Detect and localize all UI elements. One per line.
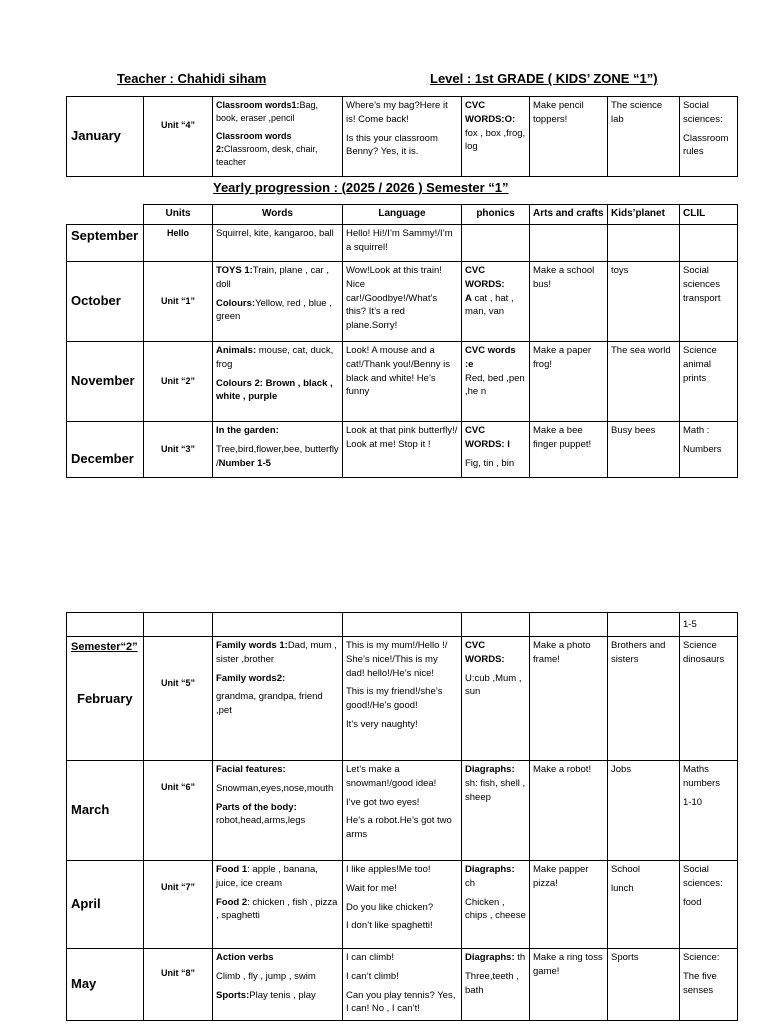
clil-text: The five senses: [683, 970, 717, 996]
col-header-words: Words: [213, 205, 343, 225]
clil-cell: Science dinosaurs: [680, 637, 738, 761]
phonics-cell: [462, 949, 530, 1021]
clil-cell: [680, 97, 738, 177]
words-label: Action verbs: [216, 952, 274, 963]
blank-cell: [343, 613, 462, 637]
words-text: Classroom, desk, chair, teacher: [216, 144, 318, 168]
arts-cell: Make pencil toppers!: [530, 97, 608, 177]
planet-cell: The sea world: [608, 342, 680, 422]
words-label: TOYS 1:: [216, 265, 253, 276]
phonics-label: CVC WORDS:O:: [465, 100, 516, 125]
clil-cell: [680, 761, 738, 861]
phonics-text: fox , box ,frog, log: [465, 127, 526, 153]
phonics-text: cat , hat , man, van: [465, 292, 514, 318]
language-cell: Look! A mouse and a cat!/Thank you!/Benny is black and white! He’s funny: [343, 342, 462, 422]
phonics-label: CVC WORDS:: [465, 640, 505, 665]
language-cell: [343, 761, 462, 861]
clil-cell: [680, 422, 738, 478]
phonics-text: Chicken , chips , cheese: [465, 896, 526, 922]
phonics-cell: [462, 97, 530, 177]
unit-label: Unit “6”: [144, 761, 213, 861]
month-february: [67, 637, 144, 761]
unit-label: Unit “7”: [144, 861, 213, 949]
words-cell: [213, 97, 343, 177]
words-label: Facial features:: [216, 764, 286, 775]
words-label: Animals:: [216, 345, 257, 356]
blank-cell: [462, 613, 530, 637]
phonics-cell: [462, 262, 530, 342]
table-row: [67, 613, 738, 637]
clil-cell: [680, 225, 738, 262]
clil-cell: Social sciences transport: [680, 262, 738, 342]
blank-cell: [530, 613, 608, 637]
arts-cell: [530, 225, 608, 262]
language-text: I can climb!: [346, 952, 395, 963]
table-row: [67, 342, 738, 422]
january-table: [66, 96, 738, 177]
blank-cell: [213, 613, 343, 637]
phonics-label: Diagraphs:: [465, 952, 515, 963]
phonics-cell: [462, 225, 530, 262]
phonics-text: Fig, tin , bin: [465, 457, 515, 469]
words-label: Sports:: [216, 989, 250, 1001]
blank-cell: [608, 613, 680, 637]
clil-cell: Science animal prints: [680, 342, 738, 422]
phonics-label: Diagraphs:: [465, 764, 515, 775]
language-text: Is this your classroom Benny? Yes, it is.: [346, 132, 438, 158]
words-text: Tree,bird,flower,bee, butterfly /: [216, 443, 339, 469]
table-row: [67, 761, 738, 861]
clil-text: Maths numbers: [683, 764, 720, 789]
words-text: : apple , banana, juice, ice cream: [216, 864, 318, 889]
unit-label: Unit “3”: [144, 422, 213, 478]
words-label: Family words2:: [216, 672, 286, 684]
words-cell: [213, 422, 343, 478]
language-cell: [343, 861, 462, 949]
table-row: [67, 262, 738, 342]
table-row: [67, 949, 738, 1021]
month-october: October: [67, 262, 144, 342]
planet-cell: toys: [608, 262, 680, 342]
words-text: Train, plane , car , doll: [216, 265, 329, 290]
planet-cell: [608, 861, 680, 949]
clil-text: Math :: [683, 425, 710, 436]
planet-cell: Busy bees: [608, 422, 680, 478]
phonics-label: CVC words :e: [465, 345, 516, 370]
clil-cell: [680, 949, 738, 1021]
planet-cell: Brothers and sisters: [608, 637, 680, 761]
clil-text: Social sciences:: [683, 864, 723, 889]
phonics-text: Red, bed ,pen ,he n: [465, 372, 525, 398]
phonics-cell: [462, 861, 530, 949]
arts-cell: Make papper pizza!: [530, 861, 608, 949]
language-cell: Hello! Hi!/I’m Sammy!/I’m a squirrel!: [343, 225, 462, 262]
language-text: I don’t like spaghetti!: [346, 920, 433, 932]
words-label: Parts of the body:: [216, 801, 297, 813]
phonics-cell: [462, 761, 530, 861]
month-may: May: [67, 949, 144, 1021]
planet-cell: The science lab: [608, 97, 680, 177]
phonics-letter: A: [465, 292, 472, 304]
planet-cell: Sports: [608, 949, 680, 1021]
unit-label: Hello: [144, 225, 213, 262]
language-cell: [343, 97, 462, 177]
month-november: November: [67, 342, 144, 422]
words-label: In the garden:: [216, 425, 279, 436]
month-january: January: [67, 97, 144, 177]
col-header-units: Units: [144, 205, 213, 225]
arts-cell: Make a photo frame!: [530, 637, 608, 761]
phonics-text: th: [514, 952, 526, 963]
planet-cell: Jobs: [608, 761, 680, 861]
clil-text: Science:: [683, 952, 720, 963]
planet-cell: [608, 225, 680, 262]
phonics-label: Diagraphs:: [465, 864, 515, 875]
language-text: Can you play tennis? Yes, I can! No , I can’t!: [346, 989, 456, 1015]
language-text: He’s a robot.He’s got two arms: [346, 815, 452, 841]
semester2-table: [66, 612, 738, 1021]
language-cell: Look at that pink butterfly!/ Look at me! Stop it !: [343, 422, 462, 478]
month-march: March: [67, 761, 144, 861]
unit-label: Unit “8”: [144, 949, 213, 1021]
phonics-cell: [462, 342, 530, 422]
words-label: Colours 2: Brown , black , white , purple: [216, 377, 333, 403]
month-december: December: [67, 422, 144, 478]
blank-cell: [144, 613, 213, 637]
semester1-table: [66, 204, 738, 478]
words-cell: [213, 761, 343, 861]
arts-cell: Make a paper frog!: [530, 342, 608, 422]
table-row: [67, 861, 738, 949]
phonics-cell: [462, 637, 530, 761]
words-text: mouse, cat, duck, frog: [216, 345, 334, 370]
arts-cell: Make a ring toss game!: [530, 949, 608, 1021]
words-label: Classroom words 2:: [216, 131, 292, 155]
phonics-label: CVC WORDS: I: [465, 425, 510, 450]
page-title: Yearly progression : (2025 / 2026 ) Semester “1”: [213, 180, 509, 195]
table-row: [67, 225, 738, 262]
phonics-text: U:cub ,Mum , sun: [465, 672, 522, 698]
month-april: April: [67, 861, 144, 949]
words-text: Yellow, red , blue , green: [216, 297, 332, 323]
clil-text: food: [683, 896, 702, 908]
words-text: Climb , fly , jump , swim: [216, 970, 316, 982]
words-cell: [213, 861, 343, 949]
teacher-name: Teacher : Chahidi siham: [117, 71, 267, 86]
phonics-cell: [462, 422, 530, 478]
unit-label: Unit “4”: [144, 97, 213, 177]
phonics-text: ch: [465, 877, 476, 889]
clil-text: Numbers: [683, 443, 722, 455]
arts-cell: Make a robot!: [530, 761, 608, 861]
clil-text: 1-10: [683, 796, 703, 808]
words-cell: [213, 637, 343, 761]
col-header-phonics: phonics: [462, 205, 530, 225]
language-text: Let’s make a snowman!/good idea!: [346, 764, 437, 789]
words-cell: Squirrel, kite, kangaroo, ball: [213, 225, 343, 262]
clil-text: Social sciences:: [683, 100, 723, 125]
grade-level: Level : 1st GRADE ( KIDS’ ZONE “1”): [430, 71, 658, 86]
language-text: Where’s my bag?Here it is! Come back!: [346, 100, 448, 125]
table-row: [67, 422, 738, 478]
language-cell: [343, 637, 462, 761]
clil-cell: 1-5: [680, 613, 738, 637]
words-label: Food 1: [216, 864, 248, 875]
semester-2-label: Semester“2”: [71, 640, 138, 653]
words-text: Play tenis , play: [249, 989, 316, 1001]
col-header-planet: Kids’planet: [608, 205, 680, 225]
words-label: Food 2: [216, 896, 248, 908]
col-header-language: Language: [343, 205, 462, 225]
language-cell: [343, 949, 462, 1021]
words-text: Dad, mum , sister ,brother: [216, 640, 337, 665]
month-label: February: [77, 690, 133, 706]
words-label: Family words 1:: [216, 640, 288, 651]
clil-cell: [680, 861, 738, 949]
blank-cell: [67, 613, 144, 637]
table-row: [67, 97, 738, 177]
phonics-text: Three,teeth , bath: [465, 970, 519, 996]
table-row: [67, 637, 738, 761]
planet-text: lunch: [611, 882, 634, 894]
language-text: Wait for me!: [346, 882, 397, 894]
col-header-arts: Arts and crafts: [530, 205, 608, 225]
planet-text: School: [611, 864, 641, 875]
words-label: Classroom words1:: [216, 100, 300, 110]
language-text: I can’t climb!: [346, 970, 399, 982]
arts-cell: Make a bee finger puppet!: [530, 422, 608, 478]
words-cell: [213, 342, 343, 422]
words-text: grandma, grandpa, friend ,pet: [216, 691, 323, 717]
unit-label: Unit “1”: [144, 262, 213, 342]
language-text: This is my mum!/Hello !/ She’s nice!/This is my dad! hello!/He’s nice!: [346, 640, 448, 679]
words-text: Snowman,eyes,nose,mouth: [216, 782, 334, 794]
language-text: I like apples!Me too!: [346, 864, 431, 875]
words-text: : chicken , fish , pizza , spaghetti: [216, 896, 338, 922]
language-text: I’ve got two eyes!: [346, 796, 420, 808]
words-text: Number 1-5: [218, 457, 271, 469]
words-text: Bag, book, eraser ,pencil: [216, 100, 319, 124]
words-cell: [213, 949, 343, 1021]
phonics-text: sh: fish, shell , sheep: [465, 777, 526, 803]
blank-cell: [67, 205, 144, 225]
phonics-label: CVC WORDS:: [465, 265, 505, 290]
unit-label: Unit “2”: [144, 342, 213, 422]
col-header-clil: CLIL: [680, 205, 738, 225]
month-september: September: [67, 225, 144, 262]
words-label: Colours:: [216, 297, 256, 309]
words-text: robot,head,arms,legs: [216, 815, 306, 827]
language-text: This is my friend!/she’s good!/He’s good!: [346, 686, 443, 712]
clil-text: Classroom rules: [683, 132, 729, 158]
words-cell: [213, 262, 343, 342]
arts-cell: Make a school bus!: [530, 262, 608, 342]
language-cell: Wow!Look at this train! Nice car!/Goodbye!/What’s this? It’s a red plane.Sorry!: [343, 262, 462, 342]
unit-label: Unit “5”: [144, 637, 213, 761]
header-row: [67, 205, 738, 225]
language-text: It’s very naughty!: [346, 718, 418, 730]
language-text: Do you like chicken?: [346, 901, 434, 913]
